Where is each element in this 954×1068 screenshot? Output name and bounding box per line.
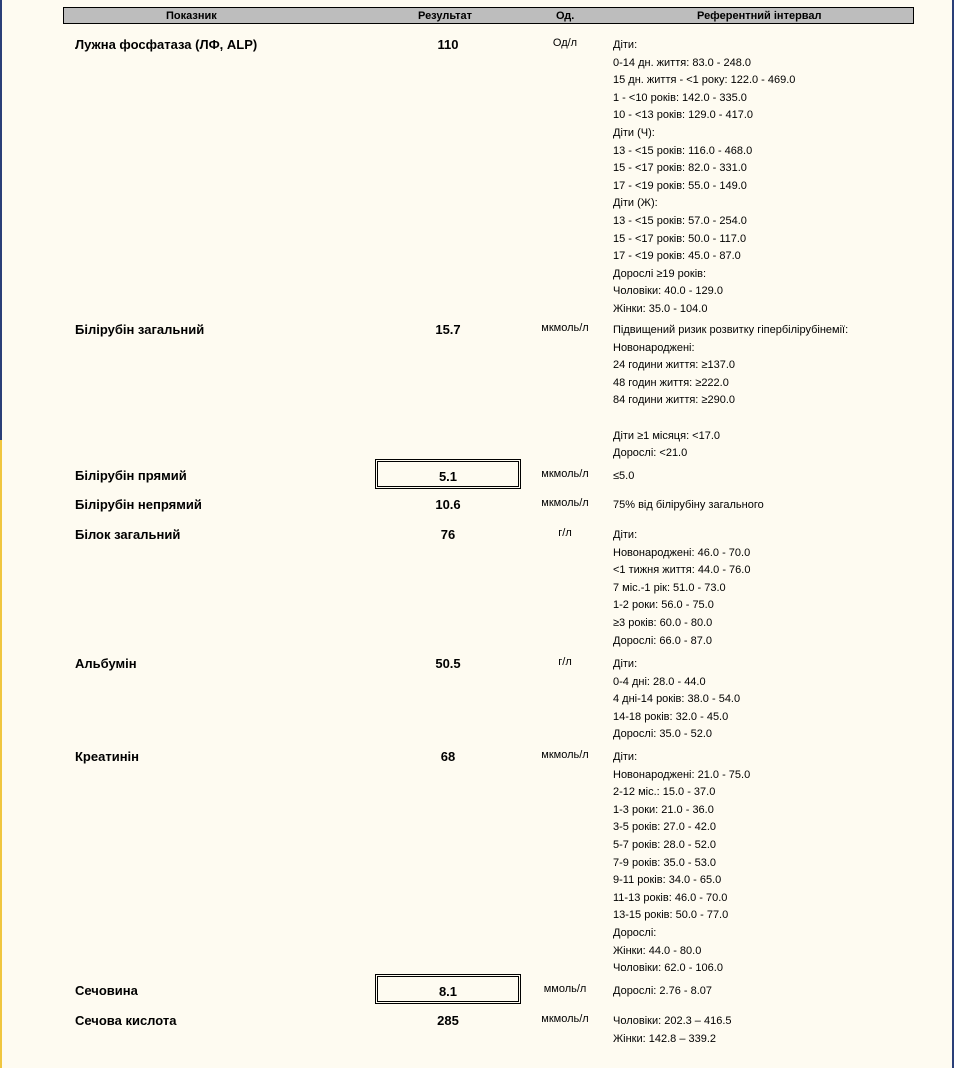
test-result: 285 <box>437 1013 459 1028</box>
test-name: Креатинін <box>75 749 140 764</box>
test-name: Сечова кислота <box>75 1013 177 1028</box>
reference-interval: Діти: Новонароджені: 46.0 - 70.0 <1 тижня життя: 44.0 - 76.0 7 міс.-1 рік: 51.0 - 73.0 1-2 роки: 56.0 - 75.0 ≥3 років: 60.0 - 80.0 Дорослі: 66.0 - 87.0 <box>613 529 751 647</box>
test-name: Лужна фосфатаза (ЛФ, ALP) <box>75 37 258 52</box>
test-unit: г/л <box>558 656 572 668</box>
header-reference: Референтний інтервал <box>697 10 822 22</box>
header-result: Результат <box>418 10 473 22</box>
left-border-blue <box>0 0 2 440</box>
test-unit: мкмоль/л <box>541 1013 589 1025</box>
reference-interval: Підвищений ризик розвитку гіпербілірубінемії: Новонароджені: 24 години життя: ≥137.0 48 годин життя: ≥222.0 84 години життя: ≥290.0 Діти ≥1 місяця: <17.0 Дорослі: <21.0 <box>613 324 849 460</box>
test-result: 15.7 <box>435 322 461 337</box>
test-name: Білірубін загальний <box>75 322 205 337</box>
test-unit: мкмоль/л <box>541 497 589 509</box>
test-result: 68 <box>440 749 456 764</box>
test-result-flagged: 8.1 <box>375 974 521 1004</box>
table-header <box>63 7 914 24</box>
test-name: Білірубін непрямий <box>75 497 202 512</box>
test-result: 110 <box>437 37 459 52</box>
test-name: Білок загальний <box>75 527 181 542</box>
test-unit: Од/л <box>552 37 578 49</box>
test-name: Сечовина <box>75 983 138 998</box>
test-name: Білірубін прямий <box>75 468 187 483</box>
test-unit: мкмоль/л <box>541 468 589 480</box>
left-border-yellow <box>0 440 2 1068</box>
test-unit: мкмоль/л <box>541 749 589 761</box>
reference-interval: Діти: 0-14 дн. життя: 83.0 - 248.0 15 дн. життя - <1 року: 122.0 - 469.0 1 - <10 років: 142.0 - 335.0 10 - <13 років: 129.0 - 417.0 Діти (Ч): 13 - <15 років: 116.0 - 468.0 15 - <17 років: 82.0 - 331.0 17 - <19 років: 55.0 - 149.0 Діти (Ж): 13 - <15 років: 57.0 - 254.0 15 - <17 років: 50.0 - 117.0 17 - <19 років: 45.0 - 87.0 Дорослі ≥19 років: Чоловіки: 40.0 - 129.0 Жінки: 35.0 - 104.0 <box>613 39 796 315</box>
header-name: Показник <box>166 10 217 22</box>
reference-interval: Діти: 0-4 дні: 28.0 - 44.0 4 дні-14 років: 38.0 - 54.0 14-18 років: 32.0 - 45.0 Дорослі: 35.0 - 52.0 <box>613 658 741 741</box>
test-result: 50.5 <box>435 656 461 671</box>
test-result-flagged: 5.1 <box>375 459 521 489</box>
reference-interval: Діти: Новонароджені: 21.0 - 75.0 2-12 міс.: 15.0 - 37.0 1-3 роки: 21.0 - 36.0 3-5 років: 27.0 - 42.0 5-7 років: 28.0 - 52.0 7-9 років: 35.0 - 53.0 9-11 років: 34.0 - 65.0 11-13 років: 46.0 - 70.0 13-15 років: 50.0 - 77.0 Дорослі: Жінки: 44.0 - 80.0 Чоловіки: 62.0 - 106.0 <box>613 751 751 975</box>
test-unit: г/л <box>558 527 572 539</box>
reference-interval: Чоловіки: 202.3 – 416.5 Жінки: 142.8 – 339.2 <box>613 1015 732 1045</box>
reference-interval: ≤5.0 <box>613 470 635 482</box>
test-result: 10.6 <box>435 497 461 512</box>
reference-interval: 75% від білірубіну загального <box>613 499 764 511</box>
test-unit: мкмоль/л <box>541 322 589 334</box>
header-unit: Од. <box>556 10 575 22</box>
test-unit: ммоль/л <box>543 983 587 995</box>
test-name: Альбумін <box>75 656 137 671</box>
test-result: 76 <box>440 527 456 542</box>
reference-interval: Дорослі: 2.76 - 8.07 <box>613 985 712 997</box>
